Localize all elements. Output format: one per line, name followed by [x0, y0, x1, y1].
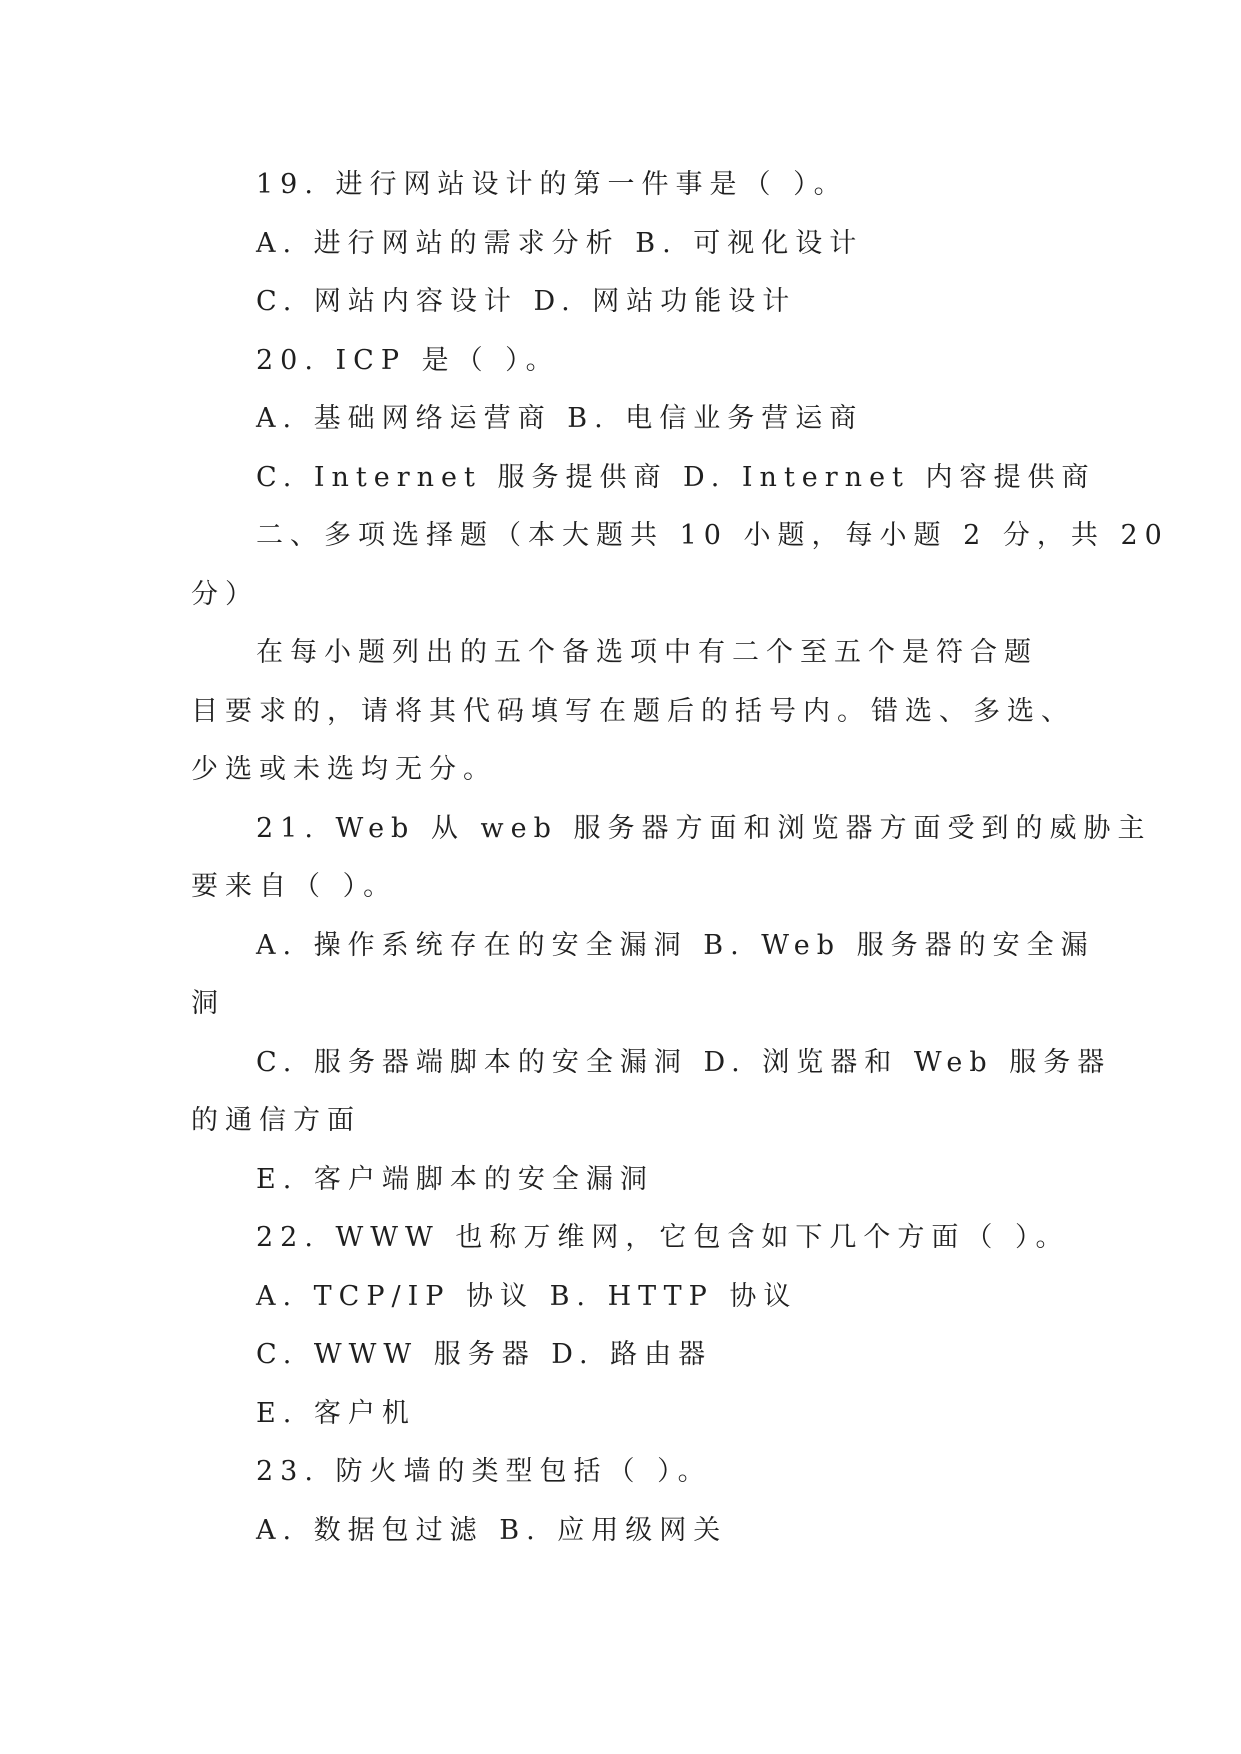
question-21-options-ab-continued: 洞 — [191, 988, 225, 1019]
question-20-options-cd: C. Internet 服务提供商 D. Internet 内容提供商 — [256, 461, 1096, 493]
question-21-option-e: E. 客户端脚本的安全漏洞 — [256, 1163, 654, 1195]
question-21-options-ab: A. 操作系统存在的安全漏洞 B. Web 服务器的安全漏 — [256, 929, 1095, 961]
question-22-option-e: E. 客户机 — [256, 1397, 416, 1429]
section-instruction-continued: 少选或未选均无分。 — [191, 754, 497, 785]
question-21-options-cd-continued: 的通信方面 — [191, 1105, 361, 1136]
section-title: 二、多项选择题（本大题共 10 小题，每小题 2 分，共 20 — [256, 520, 1169, 551]
question-21-stem-continued: 要来自（ ）。 — [191, 871, 398, 902]
question-21-options-cd: C. 服务器端脚本的安全漏洞 D. 浏览器和 Web 服务器 — [256, 1046, 1112, 1078]
question-19-options-cd: C. 网站内容设计 D. 网站功能设计 — [256, 286, 797, 317]
section-title-continued: 分） — [191, 578, 259, 610]
page-body — [0, 156, 1241, 1560]
question-21-stem: 21. Web 从 web 服务器方面和浏览器方面受到的威胁主 — [256, 812, 1152, 844]
question-22-options-cd: C. WWW 服务器 D. 路由器 — [256, 1339, 713, 1370]
section-instruction: 在每小题列出的五个备选项中有二个至五个是符合题 — [256, 637, 1038, 668]
question-19-options-ab: A. 进行网站的需求分析 B. 可视化设计 — [256, 227, 864, 259]
question-19-stem: 19. 进行网站设计的第一件事是（ ）。 — [256, 169, 848, 200]
question-22-stem: 22. WWW 也称万维网，它包含如下几个方面（ ）。 — [256, 1222, 1070, 1253]
question-23-stem: 23. 防火墙的类型包括（ ）。 — [256, 1456, 712, 1487]
question-20-options-ab: A. 基础网络运营商 B. 电信业务营运商 — [256, 403, 864, 434]
question-22-options-ab: A. TCP/IP 协议 B. HTTP 协议 — [256, 1280, 798, 1312]
question-23-options-ab: A. 数据包过滤 B. 应用级网关 — [256, 1514, 728, 1546]
section-instruction-continued: 目要求的，请将其代码填写在题后的括号内。错选、多选、 — [191, 695, 1075, 727]
question-20-stem: 20. ICP 是（ ）。 — [256, 344, 560, 376]
